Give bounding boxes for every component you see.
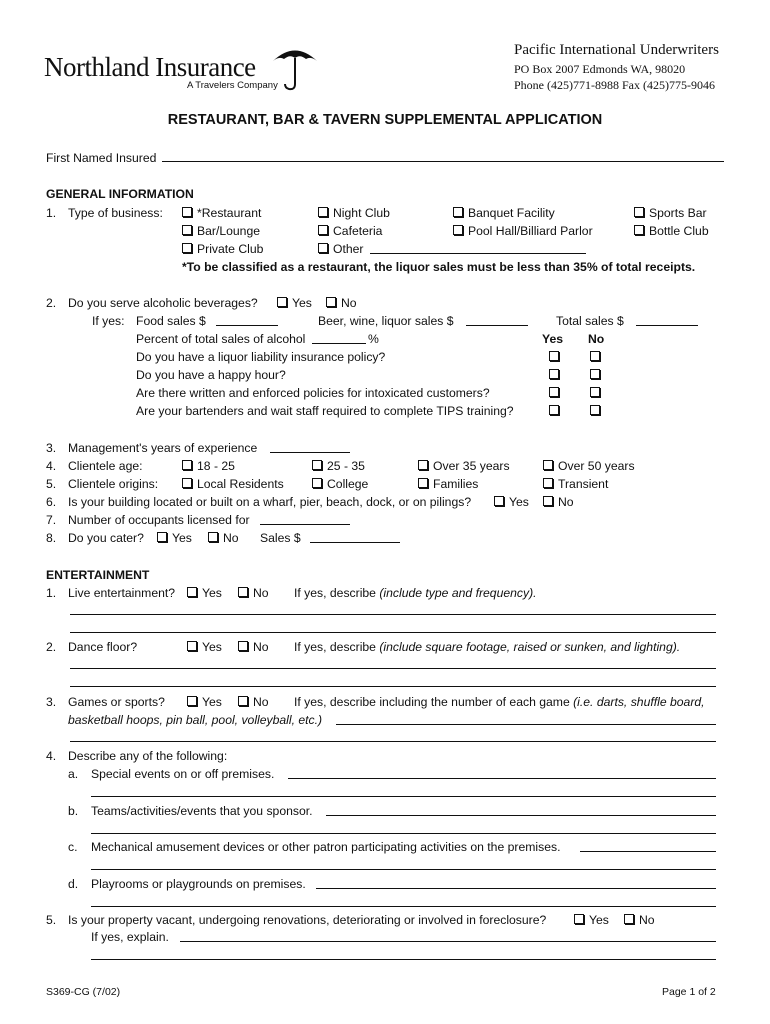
vacant-explain-line-1[interactable]: [180, 929, 716, 942]
biz-bar-lounge-label: Bar/Lounge: [197, 224, 261, 238]
food-sales-label: Food sales $: [136, 314, 206, 328]
liability-no-checkbox[interactable]: [590, 350, 605, 364]
intoxicated-yes-checkbox[interactable]: [549, 386, 564, 400]
liability-yes-checkbox[interactable]: [549, 350, 564, 364]
q4-label: Clientele age:: [68, 459, 143, 473]
first-named-insured-input[interactable]: [162, 149, 724, 162]
biz-bar-lounge-checkbox[interactable]: [182, 224, 260, 238]
biz-cafeteria-label: Cafeteria: [333, 224, 383, 238]
e3-hint-1: (i.e. darts, shuffle board,: [573, 695, 705, 709]
sponsor-line-2[interactable]: [91, 821, 716, 834]
biz-pool-hall-label: Pool Hall/Billiard Parlor: [468, 224, 593, 238]
e1-hint: (include type and frequency).: [379, 586, 537, 600]
biz-sports-bar-checkbox[interactable]: [634, 206, 707, 220]
vacant-no-checkbox[interactable]: [624, 913, 655, 927]
e1-describe: If yes, describe: [294, 586, 376, 600]
age-25-35-label: 25 - 35: [327, 459, 365, 473]
company-subtitle: A Travelers Company: [187, 80, 278, 91]
e2-number: 2.: [46, 640, 57, 654]
page-number: Page 1 of 2: [662, 986, 716, 998]
tips-yes-checkbox[interactable]: [549, 404, 564, 418]
live-ent-describe-line-2[interactable]: [70, 620, 716, 633]
q7-number: 7.: [46, 513, 57, 527]
e3-describe: If yes, describe including the number of each game: [294, 695, 570, 709]
e3-hint-2: basketball hoops, pin ball, pool, volleyball, etc.): [68, 713, 323, 727]
biz-pool-hall-checkbox[interactable]: [453, 224, 593, 238]
food-sales-input[interactable]: [216, 313, 278, 326]
percent-liquor-label: Percent of total sales of alcohol: [136, 332, 306, 346]
total-sales-label: Total sales $: [556, 314, 624, 328]
biz-other-input[interactable]: [370, 241, 586, 254]
q2-label: Do you serve alcoholic beverages?: [68, 296, 258, 310]
general-info-heading: GENERAL INFORMATION: [46, 187, 194, 201]
cater-yes-label: Yes: [172, 531, 192, 545]
biz-other-label: Other: [333, 242, 364, 256]
amusement-line-2[interactable]: [91, 857, 716, 870]
q5-label: Clientele origins:: [68, 477, 159, 491]
biz-night-club-checkbox[interactable]: [318, 206, 390, 220]
e4a-letter: a.: [68, 767, 79, 781]
e4d-letter: d.: [68, 877, 79, 891]
vacant-no-label: No: [639, 913, 655, 927]
live-ent-yes-checkbox[interactable]: [187, 586, 222, 600]
underwriter-phone: Phone (425)771-8988 Fax (425)775-9046: [514, 78, 715, 92]
q8-number: 8.: [46, 531, 57, 545]
biz-restaurant-label: *Restaurant: [197, 206, 262, 220]
q6-yes-label: Yes: [509, 495, 529, 509]
q6-label: Is your building located or built on a wharf, pier, beach, dock, or on pilings?: [68, 495, 472, 509]
q6-yes-checkbox[interactable]: [494, 495, 529, 509]
biz-private-club-checkbox[interactable]: [182, 242, 263, 256]
origin-transient-label: Transient: [558, 477, 609, 491]
q3-label: Management's years of experience: [68, 441, 258, 455]
games-yes-checkbox[interactable]: [187, 695, 222, 709]
e4c-label: Mechanical amusement devices or other patron participating activities on the premises.: [91, 840, 561, 854]
biz-cafeteria-checkbox[interactable]: [318, 224, 382, 238]
origin-college-checkbox[interactable]: [312, 477, 368, 491]
special-events-line-2[interactable]: [91, 784, 716, 797]
sub-question-intoxicated-policy: Are there written and enforced policies for intoxicated customers?: [136, 386, 490, 400]
biz-other-checkbox[interactable]: [318, 242, 363, 256]
e4-number: 4.: [46, 749, 57, 763]
restaurant-classification-note: *To be classified as a restaurant, the liquor sales must be less than 35% of total receipts.: [182, 260, 696, 274]
games-no-label: No: [253, 695, 269, 709]
percent-liquor-input[interactable]: [312, 331, 366, 344]
q6-number: 6.: [46, 495, 57, 509]
games-describe-line-1[interactable]: [336, 712, 716, 725]
live-ent-no-checkbox[interactable]: [238, 586, 269, 600]
games-describe-line-2[interactable]: [70, 729, 716, 742]
e4b-label: Teams/activities/events that you sponsor.: [91, 804, 313, 818]
dance-yes-checkbox[interactable]: [187, 640, 222, 654]
q4-number: 4.: [46, 459, 57, 473]
q8-label: Do you cater?: [68, 531, 144, 545]
live-ent-no-label: No: [253, 586, 269, 600]
column-yes-header: Yes: [542, 332, 564, 346]
happy-hour-yes-checkbox[interactable]: [549, 368, 564, 382]
e3-label: Games or sports?: [68, 695, 165, 709]
live-ent-yes-label: Yes: [202, 586, 222, 600]
first-named-insured-label: First Named Insured: [46, 151, 157, 165]
q3-number: 3.: [46, 441, 57, 455]
q1-number: 1.: [46, 206, 57, 220]
total-sales-input[interactable]: [636, 313, 698, 326]
percent-sign: %: [368, 332, 379, 346]
dance-describe-line-1[interactable]: [70, 656, 716, 669]
age-18-25-label: 18 - 25: [197, 459, 235, 473]
e1-label: Live entertainment?: [68, 586, 176, 600]
age-over-50-label: Over 50 years: [558, 459, 635, 473]
cater-sales-label: Sales $: [260, 531, 301, 545]
q2-no-label: No: [341, 296, 357, 310]
e4a-label: Special events on or off premises.: [91, 767, 275, 781]
q7-label: Number of occupants licensed for: [68, 513, 250, 527]
e2-hint: (include square footage, raised or sunken, and lighting).: [379, 640, 681, 654]
dance-yes-label: Yes: [202, 640, 222, 654]
origin-families-label: Families: [433, 477, 479, 491]
intoxicated-no-checkbox[interactable]: [590, 386, 605, 400]
underwriter-name: Pacific International Underwriters: [514, 42, 719, 58]
q2-no-checkbox[interactable]: [326, 296, 357, 310]
e1-number: 1.: [46, 586, 57, 600]
e4d-label: Playrooms or playgrounds on premises.: [91, 877, 306, 891]
e4b-letter: b.: [68, 804, 79, 818]
age-18-25-checkbox[interactable]: [182, 459, 235, 473]
dance-no-label: No: [253, 640, 269, 654]
sponsor-line-1[interactable]: [326, 803, 716, 816]
vacant-explain-line-2[interactable]: [91, 947, 716, 960]
q2-number: 2.: [46, 296, 57, 310]
origin-transient-checkbox[interactable]: [543, 477, 608, 491]
e5-explain-label: If yes, explain.: [91, 930, 169, 944]
e4c-letter: c.: [68, 840, 78, 854]
games-yes-label: Yes: [202, 695, 222, 709]
biz-banquet-label: Banquet Facility: [468, 206, 555, 220]
amusement-line-1[interactable]: [580, 839, 716, 852]
cater-no-checkbox[interactable]: [208, 531, 239, 545]
sub-question-happy-hour: Do you have a happy hour?: [136, 368, 286, 382]
special-events-line-1[interactable]: [288, 766, 716, 779]
q2-yes-label: Yes: [292, 296, 312, 310]
biz-bottle-club-label: Bottle Club: [649, 224, 709, 238]
umbrella-logo-icon: [270, 44, 320, 92]
e3-number: 3.: [46, 695, 57, 709]
happy-hour-no-checkbox[interactable]: [590, 368, 605, 382]
origin-local-checkbox[interactable]: [182, 477, 284, 491]
q6-no-checkbox[interactable]: [543, 495, 574, 509]
origin-families-checkbox[interactable]: [418, 477, 478, 491]
q1-label: Type of business:: [68, 206, 163, 220]
vacant-yes-label: Yes: [589, 913, 609, 927]
games-no-checkbox[interactable]: [238, 695, 269, 709]
dance-no-checkbox[interactable]: [238, 640, 269, 654]
form-id: S369-CG (7/02): [46, 986, 121, 998]
biz-banquet-checkbox[interactable]: [453, 206, 555, 220]
live-ent-describe-line-1[interactable]: [70, 602, 716, 615]
playroom-line-1[interactable]: [316, 876, 716, 889]
beer-sales-input[interactable]: [466, 313, 528, 326]
company-logo-text: Northland Insurance: [44, 52, 256, 82]
underwriter-address: PO Box 2007 Edmonds WA, 98020: [514, 62, 686, 76]
e2-describe: If yes, describe: [294, 640, 376, 654]
sub-question-tips-training: Are your bartenders and wait staff required to complete TIPS training?: [136, 404, 514, 418]
e5-number: 5.: [46, 913, 57, 927]
age-over-50-checkbox[interactable]: [543, 459, 635, 473]
biz-private-club-label: Private Club: [197, 242, 264, 256]
form-title: RESTAURANT, BAR & TAVERN SUPPLEMENTAL APPLICATION: [167, 112, 603, 128]
q5-number: 5.: [46, 477, 57, 491]
e4-label: Describe any of the following:: [68, 749, 228, 763]
cater-no-label: No: [223, 531, 239, 545]
cater-yes-checkbox[interactable]: [157, 531, 192, 545]
age-over-35-label: Over 35 years: [433, 459, 510, 473]
q6-no-label: No: [558, 495, 574, 509]
if-yes-label: If yes:: [92, 314, 125, 328]
biz-restaurant-checkbox[interactable]: [182, 206, 261, 220]
playroom-line-2[interactable]: [91, 894, 716, 907]
vacant-yes-checkbox[interactable]: [574, 913, 609, 927]
biz-sports-bar-label: Sports Bar: [649, 206, 707, 220]
beer-sales-label: Beer, wine, liquor sales $: [318, 314, 454, 328]
entertainment-heading: ENTERTAINMENT: [46, 568, 150, 582]
e2-label: Dance floor?: [68, 640, 138, 654]
origin-local-label: Local Residents: [197, 477, 284, 491]
dance-describe-line-2[interactable]: [70, 674, 716, 687]
cater-sales-input[interactable]: [310, 530, 400, 543]
tips-no-checkbox[interactable]: [590, 404, 605, 418]
management-experience-input[interactable]: [270, 440, 350, 453]
q2-yes-checkbox[interactable]: [277, 296, 312, 310]
biz-night-club-label: Night Club: [333, 206, 390, 220]
biz-bottle-club-checkbox[interactable]: [634, 224, 709, 238]
origin-college-label: College: [327, 477, 369, 491]
occupants-input[interactable]: [260, 512, 350, 525]
sub-question-liability: Do you have a liquor liability insurance policy?: [136, 350, 386, 364]
age-25-35-checkbox[interactable]: [312, 459, 365, 473]
column-no-header: No: [588, 332, 605, 346]
e5-label: Is your property vacant, undergoing renovations, deteriorating or involved in foreclosure?: [68, 913, 547, 927]
age-over-35-checkbox[interactable]: [418, 459, 510, 473]
